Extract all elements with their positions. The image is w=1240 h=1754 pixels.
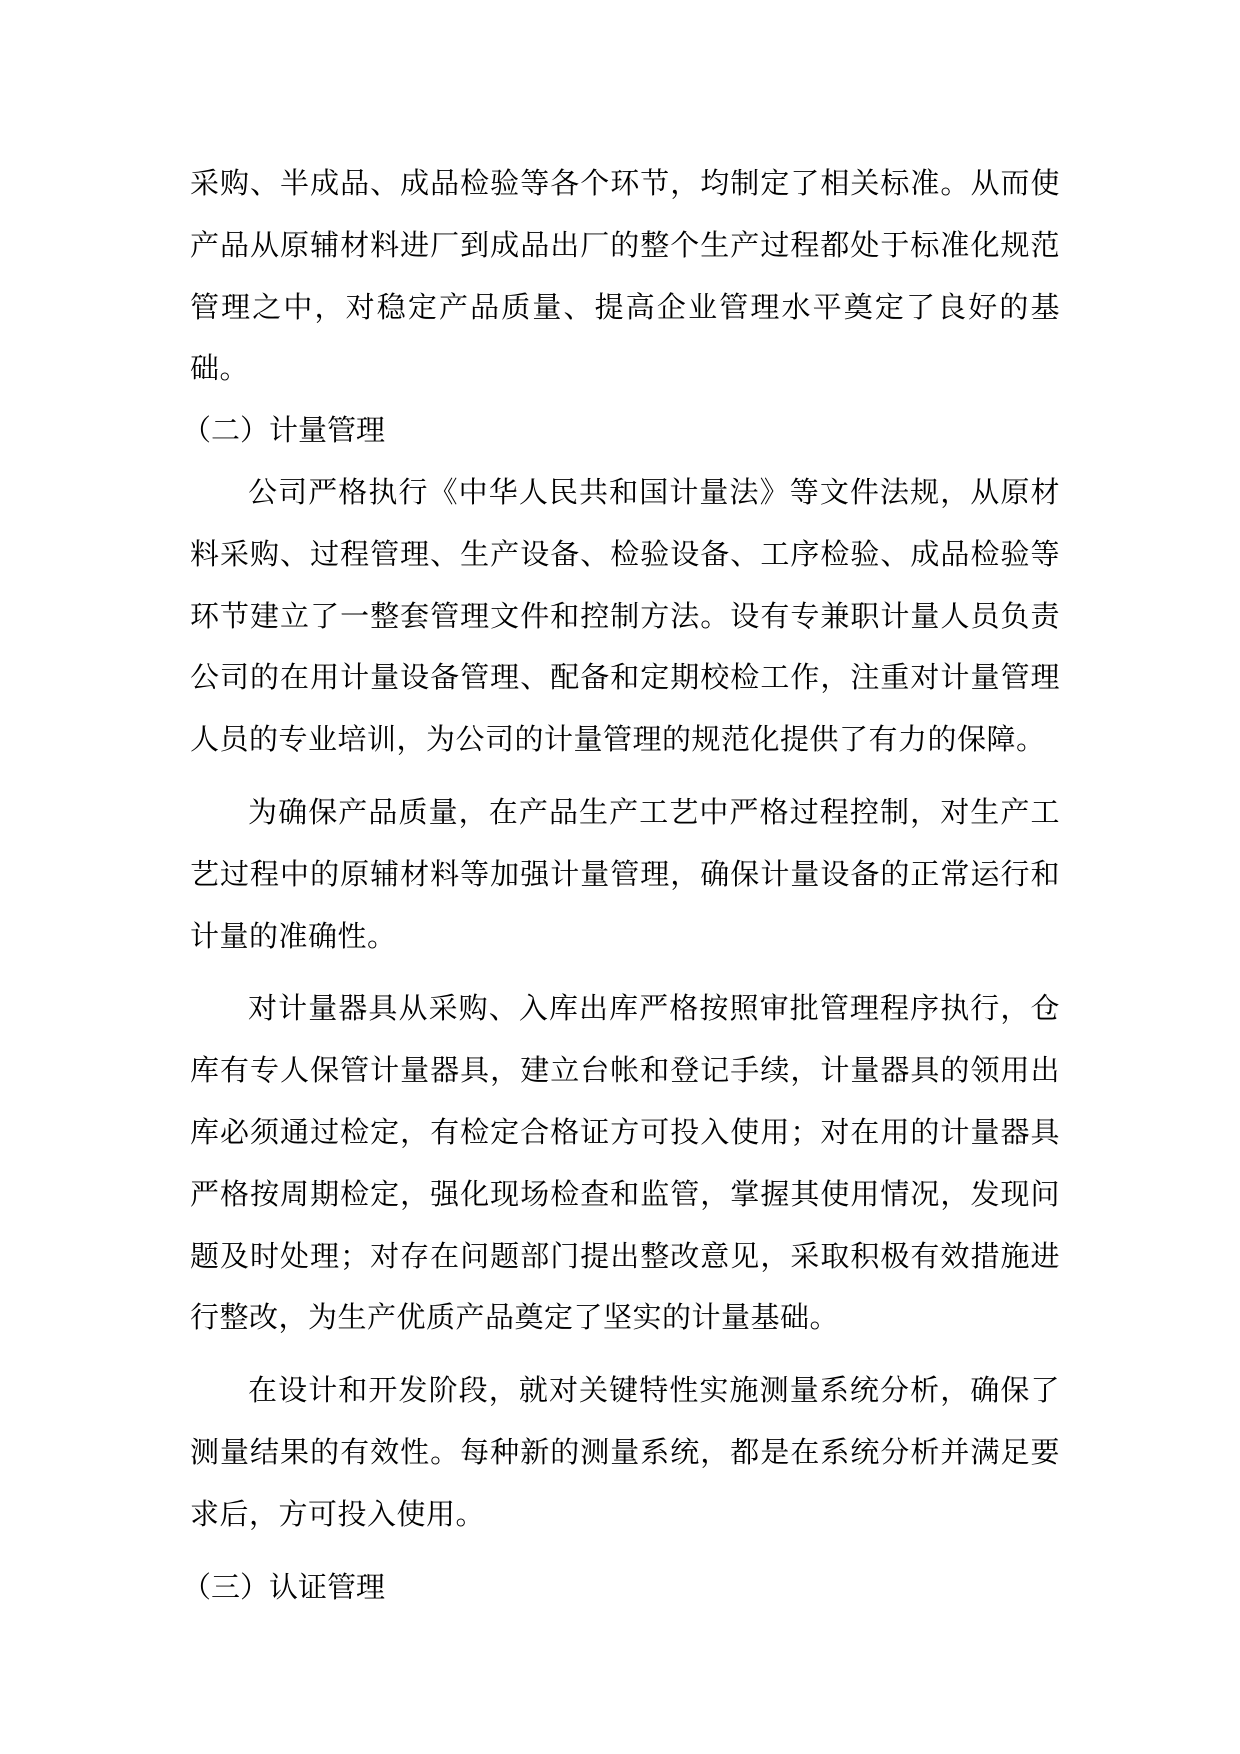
section-heading-metrology: （二）计量管理	[182, 413, 386, 448]
paragraph-metrology-3: 对计量器具从采购、入库出库严格按照审批管理程序执行，仓库有专人保管计量器具，建立台帐和登记手续，计量器具的领用出库必须通过检定，有检定合格证方可投入使用；对在用的计量器具严格按周期检定，强化现场检查和监管，掌握其使用情况，发现问题及时处理；对存在问题部门提出整改意见，采取积极有效措施进行整改，为生产优质产品奠定了坚实的计量基础。	[190, 991, 1060, 1335]
paragraph-metrology-1: 公司严格执行《中华人民共和国计量法》等文件法规，从原材料采购、过程管理、生产设备、检验设备、工序检验、成品检验等环节建立了一整套管理文件和控制方法。设有专兼职计量人员负责公司的在用计量设备管理、配备和定期校检工作，注重对计量管理人员的专业培训，为公司的计量管理的规范化提供了有力的保障。	[190, 474, 1060, 757]
paragraph-intro: 采购、半成品、成品检验等各个环节，均制定了相关标准。从而使产品从原辅材料进厂到成品出厂的整个生产过程都处于标准化规范管理之中，对稳定产品质量、提高企业管理水平奠定了良好的基础。	[190, 166, 1060, 386]
paragraph-metrology-2: 为确保产品质量，在产品生产工艺中严格过程控制，对生产工艺过程中的原辅材料等加强计量管理，确保计量设备的正常运行和计量的准确性。	[190, 794, 1060, 953]
paragraph-metrology-4: 在设计和开发阶段，就对关键特性实施测量系统分析，确保了测量结果的有效性。每种新的测量系统，都是在系统分析并满足要求后，方可投入使用。	[190, 1373, 1060, 1531]
document-body	[182, 153, 1060, 1618]
section-heading-certification: （三）认证管理	[182, 1569, 386, 1604]
